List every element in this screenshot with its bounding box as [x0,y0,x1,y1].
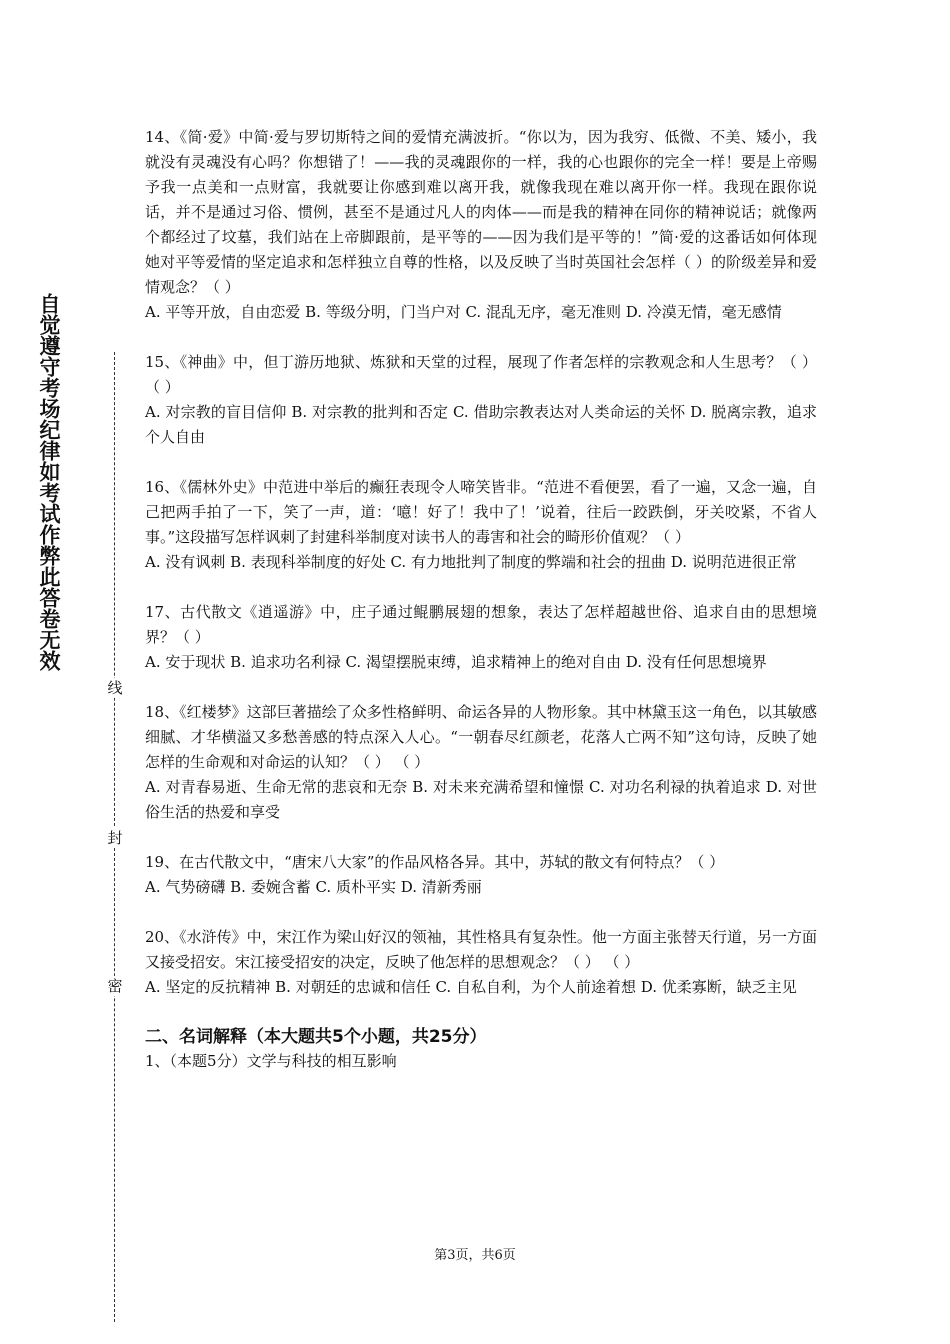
question-options: A. 气势磅礴 B. 委婉含蓄 C. 质朴平实 D. 清新秀丽 [145,878,482,896]
cut-mark-seal: 封 [104,828,126,848]
exam-discipline-warning: 自觉遵守考场纪律如考试作弊此答卷无效 [37,293,61,671]
question-text: 17、古代散文《逍遥游》中，庄子通过鲲鹏展翅的想象，表达了怎样超越世俗、追求自由的思想境界？（ ） [145,603,817,646]
question-options: A. 对宗教的盲目信仰 B. 对宗教的批判和否定 C. 借助宗教表达对人类命运的关怀 D. 脱离宗教，追求个人自由 [145,403,817,446]
question-text: 16、《儒林外史》中范进中举后的癫狂表现令人啼笑皆非。“范进不看便罢，看了一遍，又念一遍，自己把两手拍了一下，笑了一声，道：‘噫！好了！我中了！’说着，往后一跤跌倒，牙关咬紧，不省人事。”这段描写怎样讽刺了封建科举制度对读书人的毒害和社会的畸形价值观？（ ） [145,478,817,546]
section-2-title: 二、名词解释（本大题共5个小题，共25分） [145,1027,487,1047]
question-19 [145,850,817,900]
cut-mark-line: 线 [104,678,126,698]
question-options: A. 平等开放，自由恋爱 B. 等级分明，门当户对 C. 混乱无序，毫无准则 D. 冷漠无情，毫无感情 [145,303,782,321]
question-16 [145,475,817,575]
question-text: 20、《水浒传》中，宋江作为梁山好汉的领袖，其性格具有复杂性。他一方面主张替天行道，另一方面又接受招安。宋江接受招安的决定，反映了他怎样的思想观念？（ ） （ ） [145,928,817,971]
cut-mark-secret: 密 [104,976,126,996]
question-options: A. 没有讽刺 B. 表现科举制度的好处 C. 有力地批判了制度的弊端和社会的扭曲 D. 说明范进很正常 [145,553,797,571]
question-content [145,125,817,1073]
question-18 [145,700,817,825]
question-20 [145,925,817,1000]
question-15 [145,350,817,450]
question-text: 19、在古代散文中，“唐宋八大家”的作品风格各异。其中，苏轼的散文有何特点？（ ） [145,853,725,871]
page-number: 第3页，共6页 [434,1248,516,1263]
question-options: A. 对青春易逝、生命无常的悲哀和无奈 B. 对未来充满希望和憧憬 C. 对功名利禄的执着追求 D. 对世俗生活的热爱和享受 [145,778,817,821]
question-text: 15、《神曲》中，但丁游历地狱、炼狱和天堂的过程，展现了作者怎样的宗教观念和人生思考？（ ） （ ） [145,353,817,396]
term-question-1: 1、（本题5分）文学与科技的相互影响 [145,1052,397,1070]
question-14 [145,125,817,325]
question-text: 14、《简·爱》中简·爱与罗切斯特之间的爱情充满波折。“你以为，因为我穷、低微、不美、矮小，我就没有灵魂没有心吗？你想错了！——我的灵魂跟你的一样，我的心也跟你的完全一样！要是上帝赐予我一点美和一点财富，我就要让你感到难以离开我，就像我现在难以离开你一样。我现在跟你说话，并不是通过习俗、惯例，甚至不是通过凡人的肉体——而是我的精神在同你的精神说话；就像两个都经过了坟墓，我们站在上帝脚跟前，是平等的——因为我们是平等的！”简·爱的这番话如何体现她对平等爱情的坚定追求和怎样独立自尊的性格，以及反映了当时英国社会怎样（ ）的阶级差异和爱情观念？（ ） [145,128,817,296]
question-17 [145,600,817,675]
question-text: 18、《红楼梦》这部巨著描绘了众多性格鲜明、命运各异的人物形象。其中林黛玉这一角色，以其敏感细腻、才华横溢又多愁善感的特点深入人心。“一朝春尽红颜老，花落人亡两不知”这句诗，反映了她怎样的生命观和对命运的认知？（ ） （ ） [145,703,817,771]
question-options: A. 坚定的反抗精神 B. 对朝廷的忠诚和信任 C. 自私自利，为个人前途着想 D. 优柔寡断，缺乏主见 [145,978,797,996]
question-options: A. 安于现状 B. 追求功名利禄 C. 渴望摆脱束缚，追求精神上的绝对自由 D. 没有任何思想境界 [145,653,767,671]
